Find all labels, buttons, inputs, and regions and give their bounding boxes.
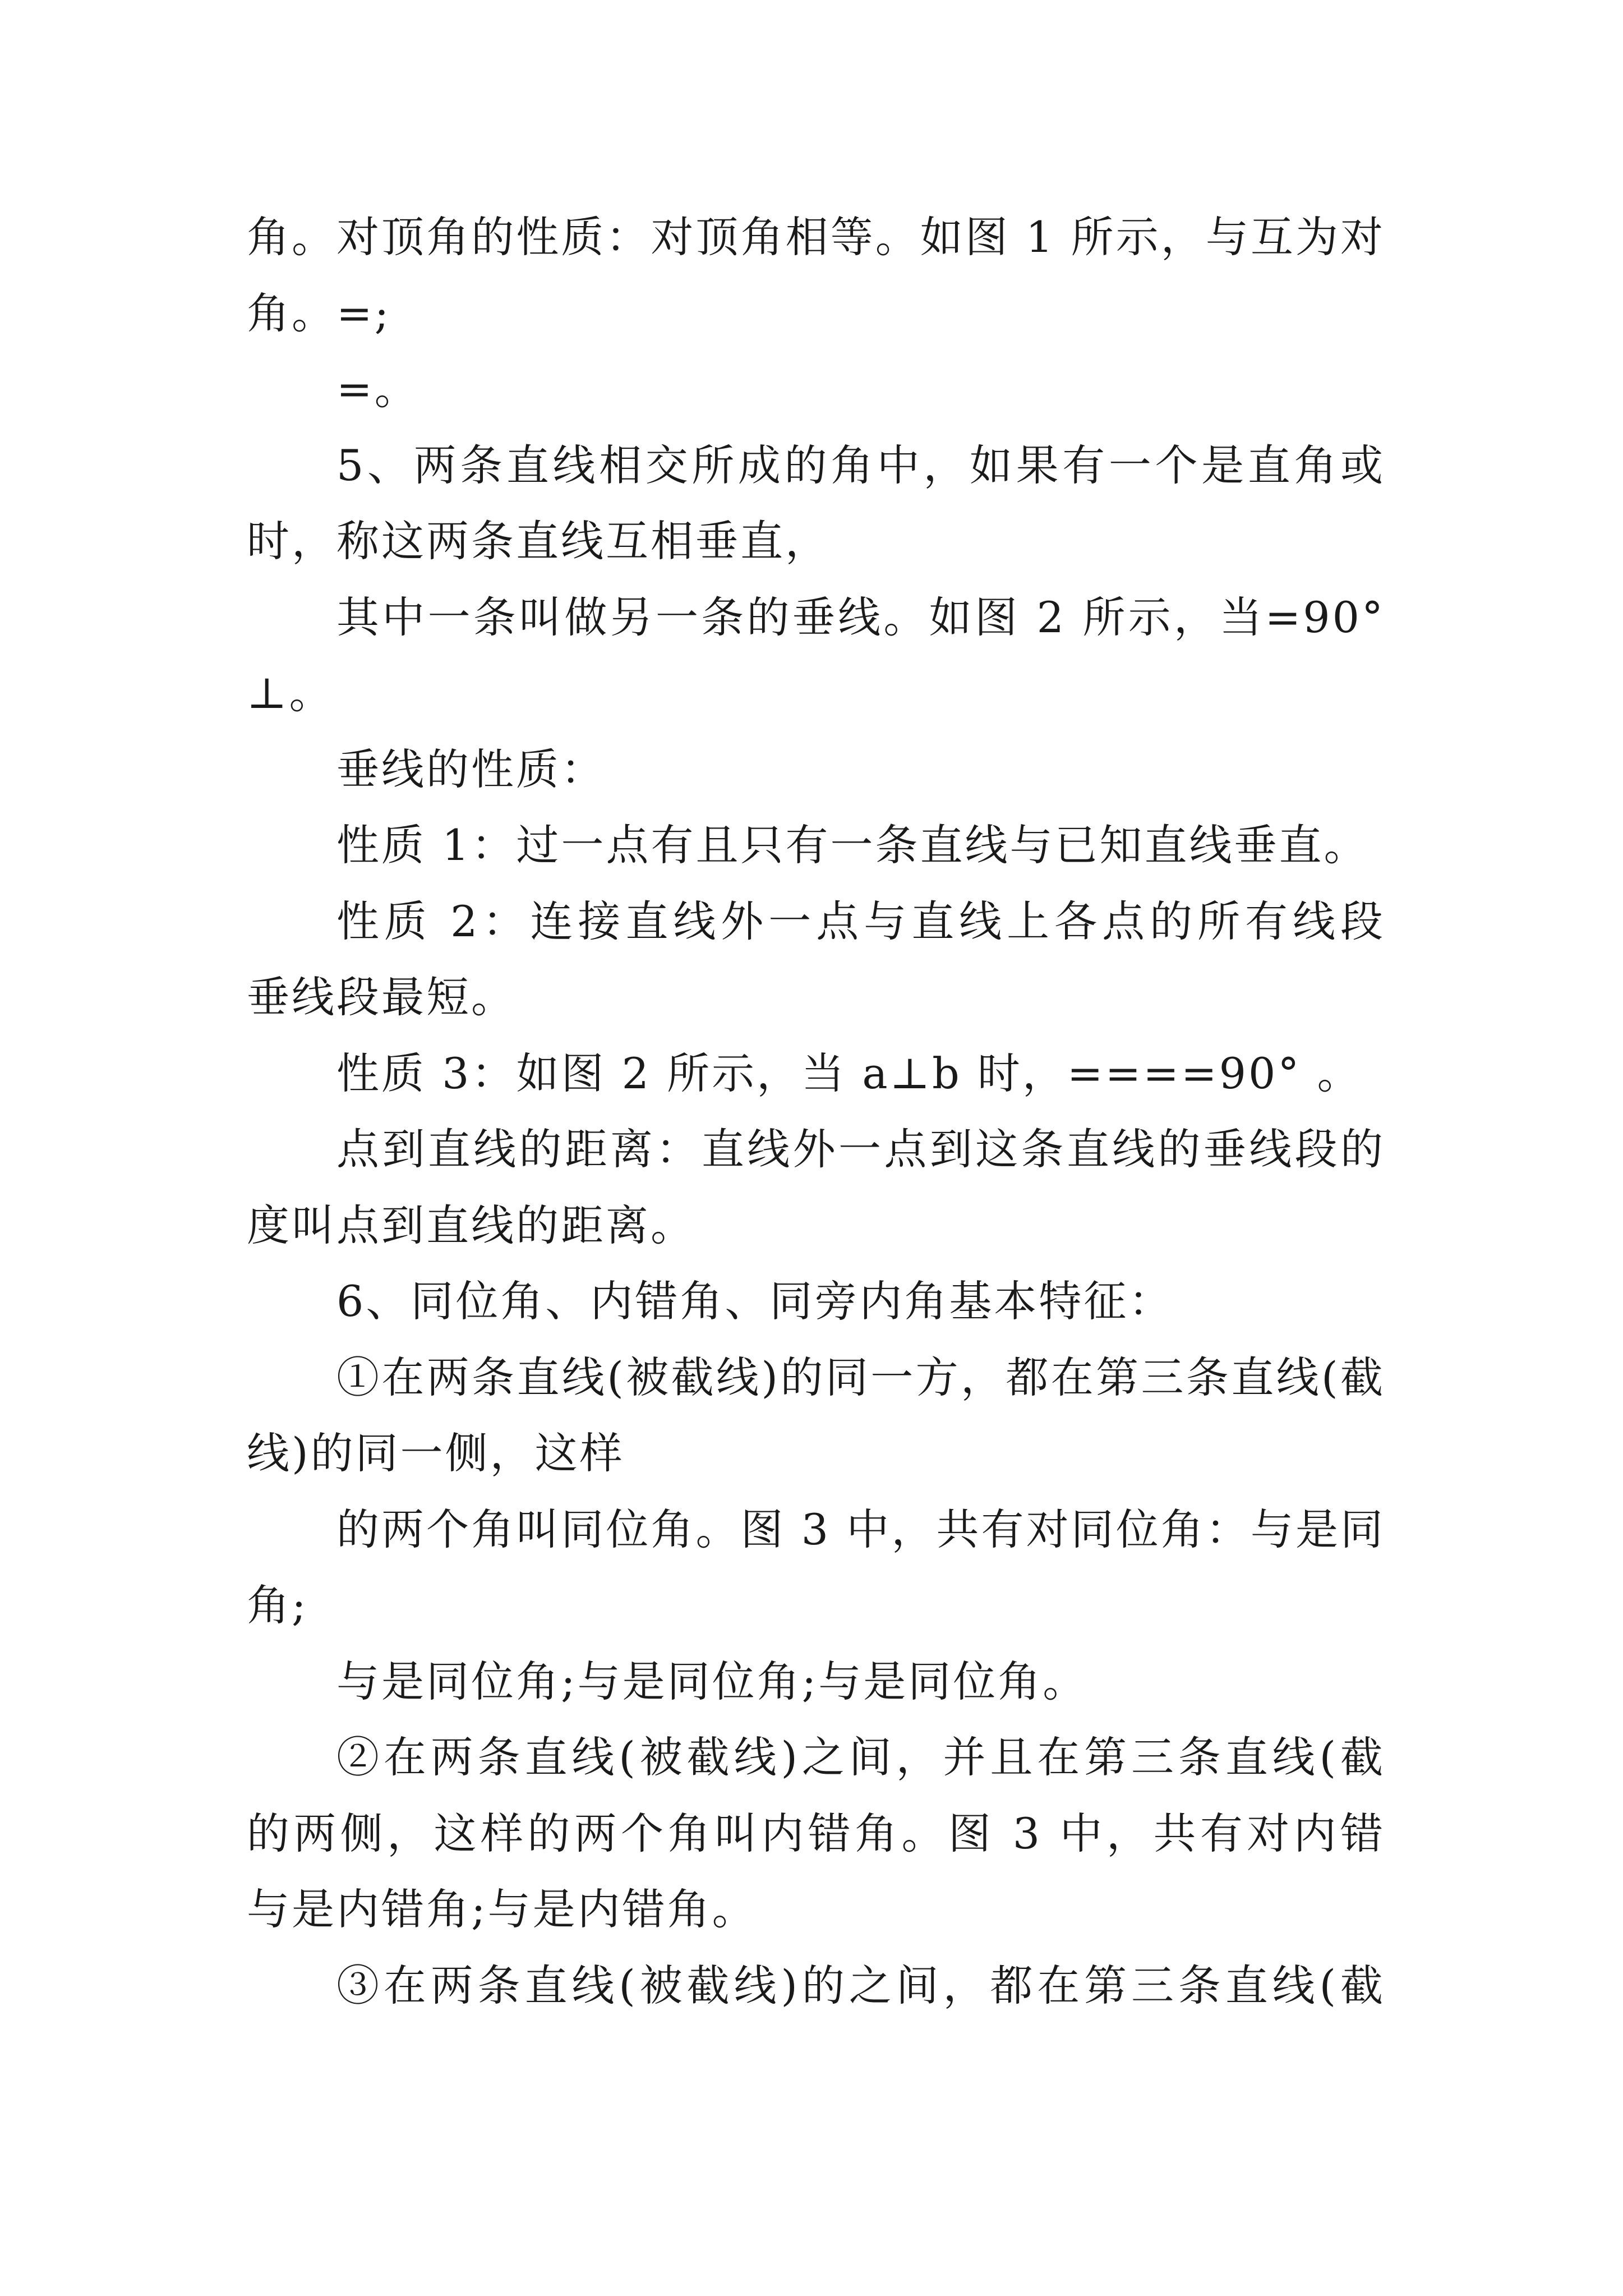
text-line: 点到直线的距离：直线外一点到这条直线的垂线段的 [336,1124,1385,1174]
text-line: 与是内错角;与是内错角。 [247,1884,757,1934]
text-line: 时，称这两条直线互相垂直， [247,516,830,566]
text-line: ①在两条直线(被截线)的同一方，都在第三条直线(截 [336,1352,1385,1402]
text-line: 与是同位角;与是同位角;与是同位角。 [336,1656,1088,1706]
text-line: 5、两条直线相交所成的角中，如果有一个是直角或 [336,440,1385,490]
text-line: 垂线段最短。 [247,972,516,1022]
document-body [247,199,1385,2023]
text-line: 角。=; [247,288,391,338]
text-line: 度叫点到直线的距离。 [247,1200,695,1250]
text-line: 角; [247,1580,308,1630]
text-line: ⊥。 [247,668,334,718]
text-line: =。 [336,364,419,414]
text-line: ③在两条直线(被截线)的之间，都在第三条直线(截 [336,1960,1385,2010]
text-line: 线)的同一侧，这样 [247,1428,625,1478]
text-line: 垂线的性质： [336,744,606,794]
text-line: 性质 1：过一点有且只有一条直线与已知直线垂直。 [336,820,1369,870]
text-line: ②在两条直线(被截线)之间，并且在第三条直线(截 [336,1732,1385,1782]
text-line: 性质 2：连接直线外一点与直线上各点的所有线段 [336,896,1385,946]
text-line: 其中一条叫做另一条的垂线。如图 2 所示，当=90° [336,592,1385,642]
text-line: 性质 3：如图 2 所示，当 a⊥b 时，====90° 。 [336,1048,1362,1098]
text-line: 的两个角叫同位角。图 3 中，共有对同位角：与是同 [336,1504,1385,1554]
text-line: 角。对顶角的性质：对顶角相等。如图 1 所示，与互为对 [247,212,1385,262]
text-line: 的两侧，这样的两个角叫内错角。图 3 中，共有对内错 [247,1808,1385,1858]
text-line: 6、同位角、内错角、同旁内角基本特征： [336,1276,1174,1326]
